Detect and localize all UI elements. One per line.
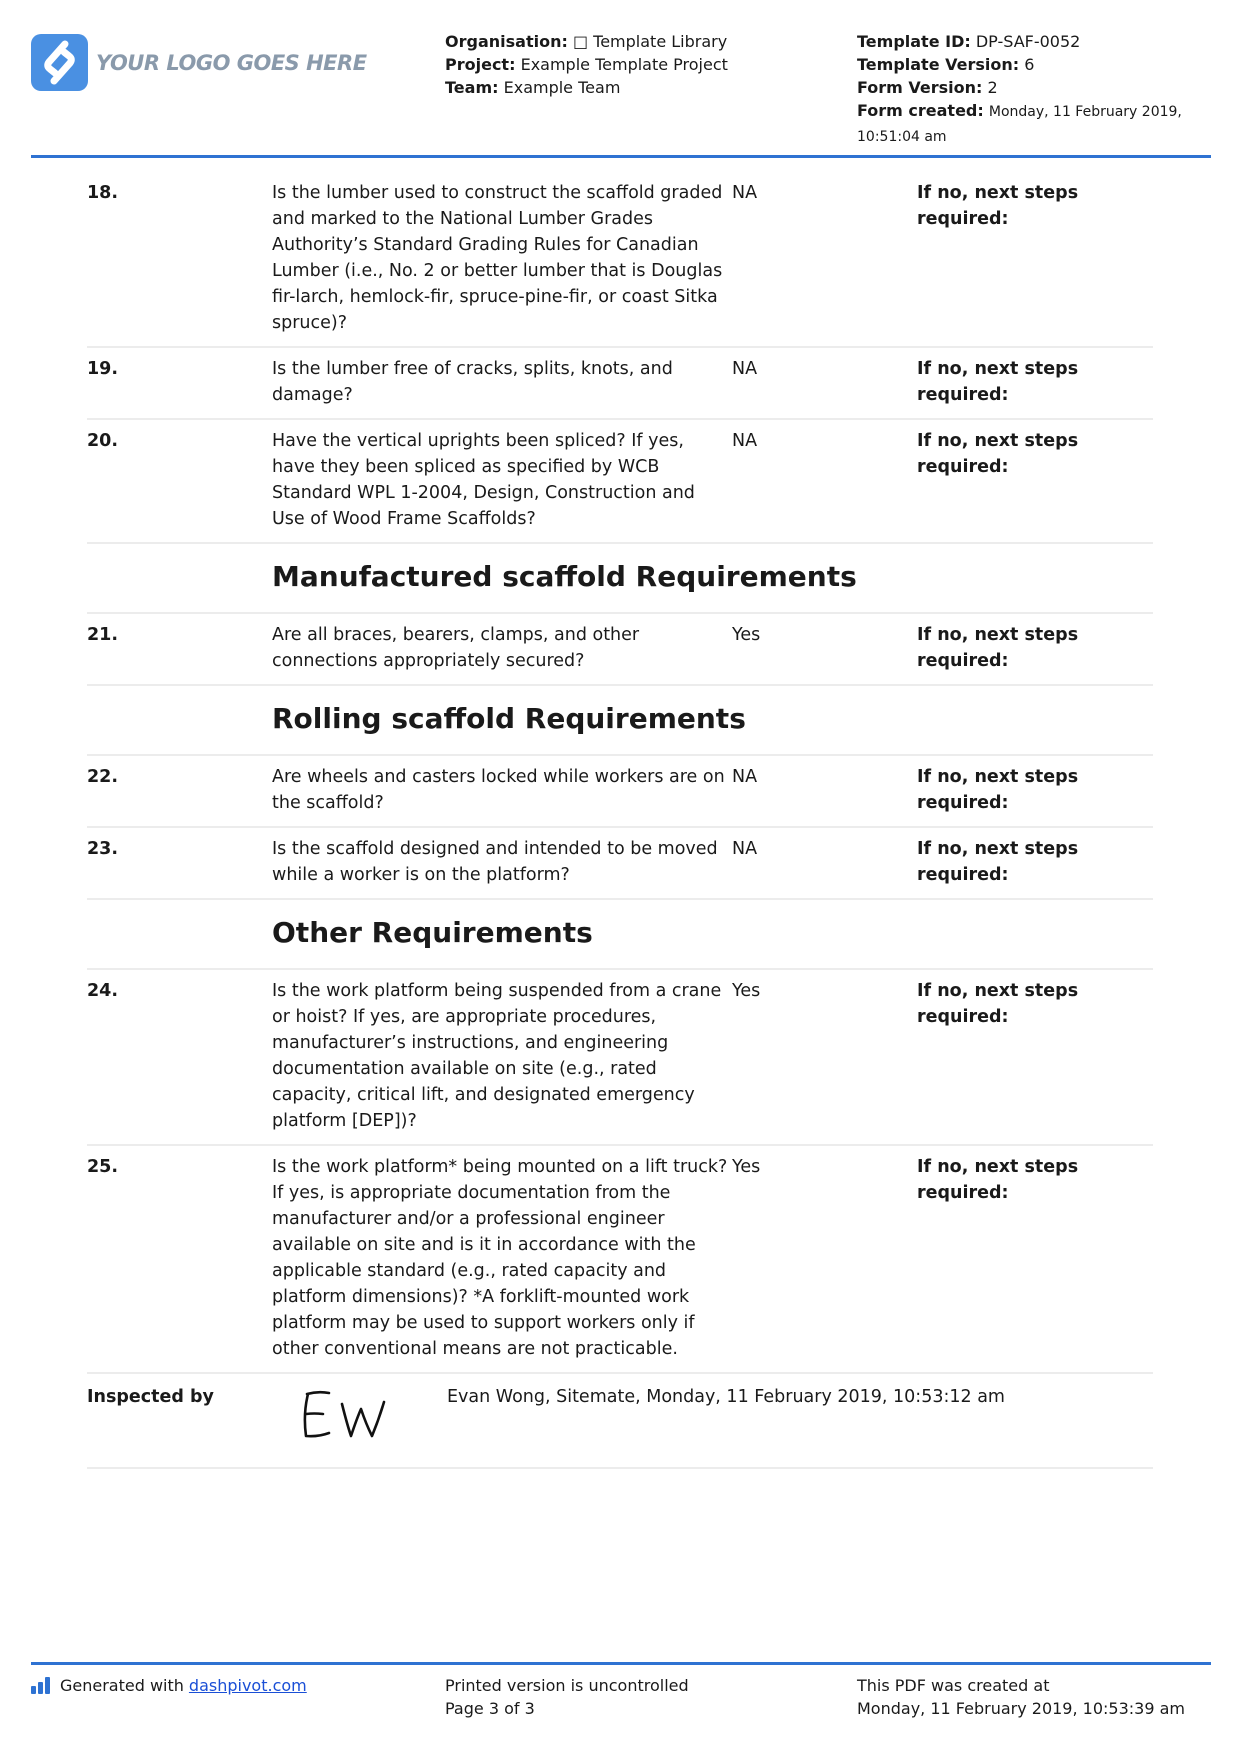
item-answer: Yes <box>732 625 761 645</box>
item-answer: Yes <box>732 981 761 1001</box>
team-value: Example Team <box>503 78 621 97</box>
item-next-steps: If no, next steps required: <box>917 359 1079 405</box>
dashpivot-link[interactable]: dashpivot.com <box>188 1676 307 1695</box>
page-number: Page 3 of 3 <box>445 1699 535 1718</box>
item-next-steps: If no, next steps required: <box>917 183 1079 229</box>
template-id-value: DP-SAF-0052 <box>975 32 1081 51</box>
item-number: 21. <box>87 625 119 645</box>
item-next-steps: If no, next steps required: <box>917 625 1079 671</box>
item-number: 22. <box>87 767 119 787</box>
checklist-row <box>87 1146 1153 1374</box>
project-label: Project: <box>445 55 516 74</box>
org-value: □ Template Library <box>572 32 728 51</box>
logo-mark-icon <box>31 34 88 91</box>
checklist-row <box>87 420 1153 544</box>
template-version-label: Template Version: <box>857 55 1020 74</box>
item-answer: Yes <box>732 1157 761 1177</box>
item-question: Are all braces, bearers, clamps, and other connections appropriately secured? <box>272 625 640 671</box>
inspector-details: Evan Wong, Sitemate, Monday, 11 February 2019, 10:53:12 am <box>447 1387 1005 1407</box>
item-number: 20. <box>87 431 119 451</box>
bar-chart-icon <box>31 1677 52 1694</box>
item-number: 18. <box>87 183 119 203</box>
checklist <box>87 172 1153 1469</box>
team-label: Team: <box>445 78 499 97</box>
item-next-steps: If no, next steps required: <box>917 767 1079 813</box>
item-question: Is the lumber used to construct the scaffold graded and marked to the National Lumber Grades Authority’s Standard Grading Rules for Canadian Lumber (i.e., No. 2 or better lumber that is Douglas fir-larch, hemlock-fir, spruce-pine-fir, or coast Sitka spruce)? <box>272 183 723 333</box>
item-question: Are wheels and casters locked while workers are on the scaffold? <box>272 767 725 813</box>
item-question: Is the work platform* being mounted on a lift truck? If yes, is appropriate documentation from the manufacturer and/or a professional engineer available on site and is it in accordance with the applicable standard (e.g., rated capacity and platform dimensions)? *A forklift-mounted work platform may be used to support workers only if other conventional means are not practicable. <box>272 1157 728 1359</box>
project-value: Example Template Project <box>520 55 728 74</box>
item-number: 25. <box>87 1157 119 1177</box>
item-answer: NA <box>732 431 758 451</box>
generated-prefix: Generated with <box>60 1676 184 1695</box>
template-version-value: 6 <box>1024 55 1035 74</box>
section-heading-manufactured: Manufactured scaffold Requirements <box>87 544 1153 614</box>
item-number: 24. <box>87 981 119 1001</box>
item-question: Is the work platform being suspended from a crane or hoist? If yes, are appropriate procedures, manufacturer’s instructions, and engineering documentation available on site (e.g., rated capacity, critical lift, and designated emergency platform [DEP])? <box>272 981 722 1131</box>
item-question: Is the scaffold designed and intended to be moved while a worker is on the platform? <box>272 839 718 885</box>
print-status <box>445 1674 689 1720</box>
item-number: 23. <box>87 839 119 859</box>
form-version-label: Form Version: <box>857 78 983 97</box>
header-divider <box>31 155 1211 158</box>
pdf-created <box>857 1674 1185 1720</box>
checklist-row <box>87 172 1153 348</box>
section-heading-other: Other Requirements <box>87 900 1153 970</box>
section-heading-rolling: Rolling scaffold Requirements <box>87 686 1153 756</box>
checklist-row <box>87 348 1153 420</box>
checklist-row <box>87 614 1153 686</box>
item-question: Is the lumber free of cracks, splits, knots, and damage? <box>272 359 673 405</box>
signature <box>272 1384 447 1467</box>
item-number: 19. <box>87 359 119 379</box>
item-next-steps: If no, next steps required: <box>917 839 1079 885</box>
item-next-steps: If no, next steps required: <box>917 981 1079 1027</box>
org-label: Organisation: <box>445 32 568 51</box>
inspection-row <box>87 1374 1153 1469</box>
pdf-created-value: Monday, 11 February 2019, 10:53:39 am <box>857 1699 1185 1718</box>
item-question: Have the vertical uprights been spliced? If yes, have they been spliced as specified by WCB Standard WPL 1-2004, Design, Construction and Use of Wood Frame Scaffolds? <box>272 431 695 529</box>
form-created-value: Monday, 11 February 2019, 10:51:04 am <box>857 104 1182 145</box>
checklist-row <box>87 970 1153 1146</box>
item-answer: NA <box>732 359 758 379</box>
form-created-label: Form created: <box>857 101 984 120</box>
header-meta-template <box>857 30 1211 149</box>
page-header <box>31 28 1211 156</box>
item-next-steps: If no, next steps required: <box>917 431 1079 477</box>
logo-text: YOUR LOGO GOES HERE <box>96 50 367 75</box>
form-version-value: 2 <box>987 78 998 97</box>
header-meta-project <box>445 30 728 99</box>
item-next-steps: If no, next steps required: <box>917 1157 1079 1203</box>
generated-with <box>31 1674 307 1697</box>
inspected-by-label: Inspected by <box>87 1387 214 1407</box>
uncontrolled-notice: Printed version is uncontrolled <box>445 1676 689 1695</box>
footer-divider <box>31 1662 1211 1665</box>
item-answer: NA <box>732 839 758 859</box>
checklist-row <box>87 828 1153 900</box>
template-id-label: Template ID: <box>857 32 971 51</box>
signature-icon <box>296 1384 396 1446</box>
item-answer: NA <box>732 767 758 787</box>
pdf-created-label: This PDF was created at <box>857 1676 1050 1695</box>
checklist-row <box>87 756 1153 828</box>
logo <box>31 34 367 91</box>
item-answer: NA <box>732 183 758 203</box>
